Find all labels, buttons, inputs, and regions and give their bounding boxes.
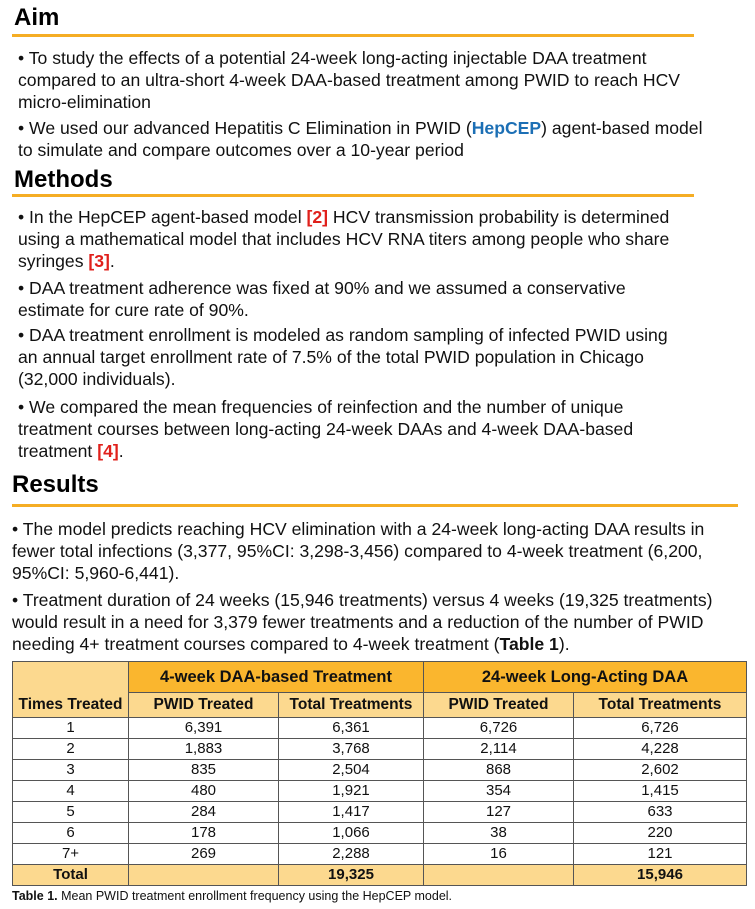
aim-bullet-1: • To study the effects of a potential 24-week long-acting injectable DAA treatment compared to an ultra-short 4-week DAA-based treatment among PWID to reach HCV micro-elimination — [18, 48, 681, 112]
cell-times: 3 — [13, 760, 129, 781]
cell-pwid-24wk: 38 — [424, 823, 574, 844]
cell-total-4wk: 1,066 — [279, 823, 424, 844]
cell-times: 5 — [13, 802, 129, 823]
aim-bullet-2-text-a: • We used our advanced Hepatitis C Elimination in PWID ( — [18, 118, 472, 138]
cell-total-pwid-4wk-empty — [129, 865, 279, 886]
table-row — [13, 718, 747, 739]
cell-times: 7+ — [13, 844, 129, 865]
group-header-24-week: 24-week Long-Acting DAA — [424, 662, 747, 693]
methods-bullet-4 — [18, 396, 688, 462]
cell-total-label: Total — [13, 865, 129, 886]
col-header-total-treatments-24wk: Total Treatments — [574, 693, 747, 718]
cell-pwid-24wk: 2,114 — [424, 739, 574, 760]
table-row — [13, 802, 747, 823]
methods-bullet-4-text-a: • We compared the mean frequencies of reinfection and the number of unique treatment courses between long-acting 24-week DAAs and 4-week DAA-based treatment — [18, 397, 634, 461]
results-rule — [12, 504, 738, 507]
cell-pwid-4wk: 1,883 — [129, 739, 279, 760]
col-header-pwid-treated-24wk: PWID Treated — [424, 693, 574, 718]
cell-total-4wk: 6,361 — [279, 718, 424, 739]
cell-times: 2 — [13, 739, 129, 760]
results-bullet-2-text-b: ). — [558, 634, 570, 654]
table-total-row — [13, 865, 747, 886]
col-header-times-treated: Times Treated — [13, 693, 129, 718]
aim-heading: Aim — [14, 4, 60, 31]
reference-2: [2] — [306, 207, 329, 227]
cell-pwid-24wk: 6,726 — [424, 718, 574, 739]
aim-bullet-2-text-b: ) agent-based model to simulate and compare outcomes over a 10-year period — [18, 118, 703, 160]
cell-total-4wk: 2,504 — [279, 760, 424, 781]
table-corner-cell — [13, 662, 129, 693]
cell-total-24wk: 2,602 — [574, 760, 747, 781]
cell-pwid-4wk: 6,391 — [129, 718, 279, 739]
reference-4: [4] — [97, 441, 119, 461]
table-row — [13, 823, 747, 844]
cell-total-24wk: 1,415 — [574, 781, 747, 802]
methods-rule — [12, 194, 694, 197]
cell-total-24wk: 6,726 — [574, 718, 747, 739]
results-bullet-2-text-a: • Treatment duration of 24 weeks (15,946 treatments) versus 4 weeks (19,325 treatments) would result in a need for 3,379 fewer treatments and a reduction of the number of PWID needing 4+ treatment courses compared to 4-week treatment ( — [12, 590, 713, 654]
cell-pwid-4wk: 269 — [129, 844, 279, 865]
methods-bullet-4-text-b: . — [118, 441, 124, 461]
cell-pwid-4wk: 835 — [129, 760, 279, 781]
cell-total-4wk: 3,768 — [279, 739, 424, 760]
cell-total-4wk: 1,921 — [279, 781, 424, 802]
cell-total-24wk: 633 — [574, 802, 747, 823]
results-heading: Results — [12, 471, 99, 498]
methods-bullet-1-text-b: HCV transmission probability is determined using a mathematical model that includes HCV RNA titers among people who share syringes — [18, 207, 670, 271]
col-header-pwid-treated-4wk: PWID Treated — [129, 693, 279, 718]
cell-pwid-24wk: 16 — [424, 844, 574, 865]
col-header-total-treatments-4wk: Total Treatments — [279, 693, 424, 718]
cell-total-24wk: 4,228 — [574, 739, 747, 760]
cell-pwid-4wk: 178 — [129, 823, 279, 844]
cell-total-24wk: 220 — [574, 823, 747, 844]
table-row — [13, 760, 747, 781]
table-1-reference: Table 1 — [499, 634, 559, 654]
methods-bullet-1-text-c: . — [109, 251, 115, 271]
cell-total-4wk: 2,288 — [279, 844, 424, 865]
table-caption-label: Table 1. — [12, 889, 58, 903]
cell-pwid-4wk: 284 — [129, 802, 279, 823]
table-group-header-row — [13, 662, 747, 693]
methods-heading: Methods — [14, 166, 113, 193]
methods-bullet-2: • DAA treatment adherence was fixed at 90% and we assumed a conservative estimate for cure rate of 90%. — [18, 278, 626, 320]
cell-total-treatments-4wk: 19,325 — [279, 865, 424, 886]
table-caption — [12, 889, 452, 903]
cell-times: 1 — [13, 718, 129, 739]
table-caption-text: Mean PWID treatment enrollment frequency using the HepCEP model. — [57, 889, 453, 903]
methods-bullet-1 — [18, 206, 678, 272]
cell-times: 4 — [13, 781, 129, 802]
table-row — [13, 844, 747, 865]
aim-bullet-2 — [18, 117, 718, 161]
cell-total-4wk: 1,417 — [279, 802, 424, 823]
table-row — [13, 781, 747, 802]
cell-pwid-24wk: 127 — [424, 802, 574, 823]
cell-times: 6 — [13, 823, 129, 844]
methods-bullet-1-text-a: • In the HepCEP agent-based model — [18, 207, 307, 227]
cell-pwid-24wk: 354 — [424, 781, 574, 802]
table-row — [13, 739, 747, 760]
reference-3: [3] — [88, 251, 110, 271]
cell-total-24wk: 121 — [574, 844, 747, 865]
methods-bullet-3: • DAA treatment enrollment is modeled as random sampling of infected PWID using an annual target enrollment rate of 7.5% of the total PWID population in Chicago (32,000 individuals). — [18, 325, 668, 389]
aim-rule — [12, 34, 694, 37]
cell-pwid-24wk: 868 — [424, 760, 574, 781]
results-bullet-1: • The model predicts reaching HCV elimination with a 24-week long-acting DAA results in fewer total infections (3,377, 95%CI: 3,298-3,456) compared to 4-week treatment (6,200, 95%CI: 5,960-6,441). — [12, 519, 705, 583]
results-table — [12, 661, 747, 886]
table-column-header-row — [13, 693, 747, 718]
group-header-4-week: 4-week DAA-based Treatment — [129, 662, 424, 693]
hepcep-highlight: HepCEP — [471, 118, 542, 138]
cell-total-treatments-24wk: 15,946 — [574, 865, 747, 886]
cell-total-pwid-24wk-empty — [424, 865, 574, 886]
results-bullet-2 — [12, 589, 752, 655]
cell-pwid-4wk: 480 — [129, 781, 279, 802]
